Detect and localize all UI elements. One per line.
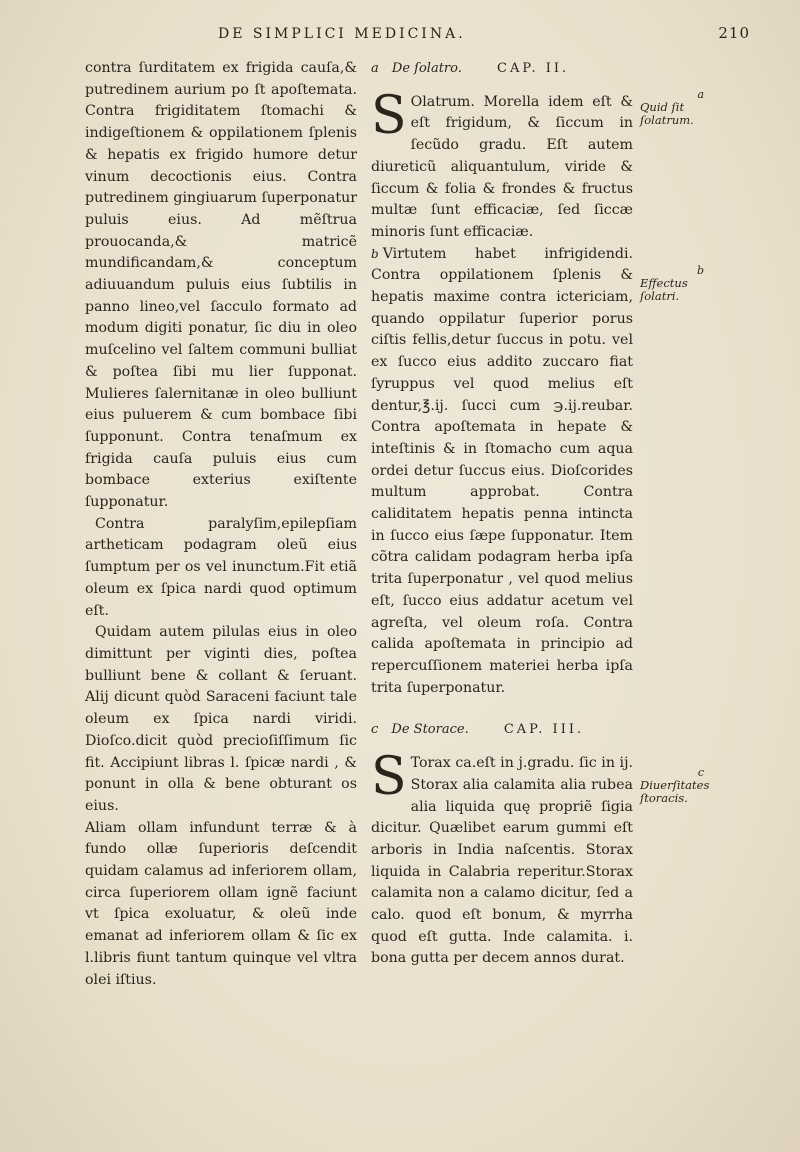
note-marker: a: [371, 61, 379, 76]
note-marker: a: [697, 88, 704, 101]
chapter-heading: [371, 58, 633, 80]
page-number: 210: [718, 24, 750, 42]
drop-cap: S: [371, 747, 407, 808]
paragraph: Quidam autem pilulas eius in oleo dimittunt per viginti dies, poſtea bulliunt bene & collant & ſeruant. Alij dicunt quòd Saraceni faciunt tale oleum ex ſpica nardi viridi. Dioſco.dicit quòd precioſiſſimum ſic fit. Accipiunt libras l. ſpicæ nardi , & ponunt in olla & bene obturant os eius.: [85, 624, 357, 814]
running-head: [190, 22, 750, 46]
chapter-title: De ſolatro.: [391, 61, 462, 76]
running-title: DE SIMPLICI MEDICINA.: [218, 26, 466, 42]
chapter-heading: [371, 719, 633, 741]
margin-note-text: Quid ſit ſolatrum.: [640, 100, 694, 127]
note-marker: c: [697, 766, 704, 779]
paragraph: Aliam ollam infundunt terræ & à fundo ollæ ſuperioris deſcendit quidam calamus ad inferiorem ollam, circa ſuperiorem ollam ignẽ faciunt vt ſpica exoluatur, & oleũ inde emanat ad inferiorem ollam & ſic ex l.libris fiunt tantum quinque vel vltra olei iſtius.: [85, 819, 357, 988]
margin-note: [640, 766, 726, 805]
paragraph: Contra paralyſim,epilepſiam artheticam podagram oleũ eius ſumptum per os vel inunctum.Fit etiã oleum ex ſpica nardi quod optimum eſt.: [85, 515, 357, 619]
paragraph: [371, 747, 633, 970]
paragraph-text: Olatrum. Morella idem eſt & eſt frigidum, & ſiccum in ſecũdo gradu. Eſt autem diureticũ aliquantulum, viride & ſiccum & folia & frondes & fructus multæ ſunt efficaciæ, ſed ſiccæ minoris ſunt efficaciæ.: [371, 93, 633, 240]
note-marker: b: [371, 246, 379, 261]
paragraph: [371, 85, 633, 244]
margin-note-text: Diuerſitates ſtoracis.: [640, 778, 710, 805]
note-marker: b: [696, 264, 704, 277]
margin-note-text: Effectus ſolatri.: [640, 276, 688, 303]
paragraph-text: Virtutem habet infrigidendi. Contra oppilationem ſplenis & hepatis maxime contra ictericiam, quando oppilatur ſuperior porus ciſtis fellis,detur ſuccus in potu. vel ex ſucco eius addito zuccaro fiat ſyruppus vel quod melius eſt dentur,℥.ij. ſucci cum ℈.ij.reubar. Contra apoſtemata in hepate & inteſtinis & in ſtomacho cum aqua ordei detur ſuccus eius. Dioſcorides multum approbat. Contra caliditatem hepatis penna intincta in ſucco eius ſæpe ſupponatur. Item cõtra calidam podagram herba ipſa trita ſuperponatur , vel quod melius eſt, ſucco eius addatur acetum vel agreſta, vel oleum roſa. Contra calida apoſtemata in principio ad repercuſſionem materiei herba ipſa trita ſuperponatur.: [371, 245, 633, 696]
drop-cap: S: [371, 85, 407, 146]
paragraph: contra ſurditatem ex frigida cauſa,& putredinem aurium po ſt apoſtemata. Contra frigiditatem ſtomachi & indigeſtionem & oppilationem ſplenis & hepatis ex frigido humore detur vinum decoctionis eius. Contra putredinem gingiuarum ſuperponatur puluis eius. Ad mẽſtrua prouocanda,& matricẽ mundificandam,& conceptum adiuuandum puluis eius ſubtilis in panno lineo,vel ſacculo formato ad modum digiti ponatur, ſic diu in oleo muſcelino vel ſaltem communi bulliat & poſtea ſibi mu lier ſupponat. Mulieres ſalernitanæ in oleo bulliunt eius puluerem & cum bombace ſibi ſupponunt. Contra tenaſmum ex frigida cauſa puluis eius cum bombace exterius exiſtente ſupponatur.: [85, 60, 357, 511]
chapter-number: CAP. II.: [497, 61, 570, 76]
chapter-title: De Storace.: [391, 722, 469, 738]
margin-note: [640, 88, 726, 127]
chapter-number: CAP. III.: [503, 722, 585, 738]
paragraph-text: Torax ca.eſt in j.gradu. ſic in ij. Storax alia calamita alia rubea alia liquida quę propriẽ ſigia dicitur. Quælibet earum gummi eſt arboris in India naſcentis. Storax liquida in Calabria reperitur.Storax calamita non a calamo dicitur, ſed a calo. quod eſt bonum, & myrrha quod eſt gutta. Inde calamita. i. bona gutta per decem annos durat.: [371, 755, 633, 967]
margin-note: [640, 264, 726, 303]
right-column: [371, 58, 633, 970]
paragraph: [371, 244, 633, 700]
left-column: [85, 58, 357, 991]
note-marker: c: [371, 722, 379, 738]
